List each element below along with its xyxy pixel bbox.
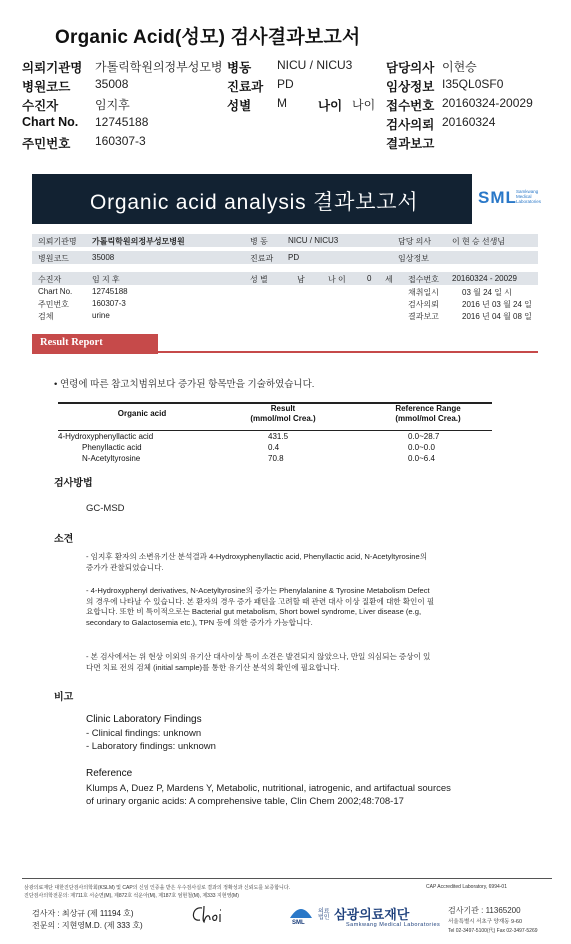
value-chart-no: 12745188 (95, 115, 149, 129)
label-hospital-code: 병원코드 (22, 80, 71, 94)
label-ward: 병동 (227, 61, 252, 75)
table-header-reference (378, 404, 478, 424)
contact-line: 서울특별시 서초구 양재동 9-60 (448, 919, 523, 925)
info-label: 검사의뢰 (408, 300, 439, 309)
info-label: 수진자 (38, 275, 62, 284)
info-row (32, 251, 538, 264)
footer-rule (22, 878, 552, 879)
summary-row (22, 115, 562, 132)
label-receipt-no: 접수번호 (386, 99, 435, 113)
info-value: urine (92, 311, 110, 320)
info-value: 2016 년 03 월 24 일 (462, 300, 532, 309)
cell-acid: 4-Hydroxyphenyllactic acid (58, 432, 154, 441)
label-request-date: 검사의뢰 (386, 118, 435, 132)
table-header-result-line2: (mmol/mol Crea.) (250, 414, 316, 423)
label-patient: 수진자 (22, 99, 59, 113)
info-label: 의뢰기관명 (38, 237, 77, 246)
clinic-findings-heading: Clinic Laboratory Findings (86, 714, 202, 725)
label-chart-no: Chart No. (22, 115, 79, 129)
value-hospital-code: 35008 (95, 77, 129, 91)
info-value: 160307-3 (92, 299, 126, 308)
info-value: PD (288, 253, 300, 262)
sml-logo (472, 174, 542, 224)
table-header-ref-line1: Reference Range (395, 404, 461, 413)
label-institution: 의뢰기관명 (22, 61, 83, 75)
summary-row (22, 58, 562, 75)
reference-text: Klumps A, Duez P, Mardens Y, Metabolic, nutritional, iatrogenic, and artifactual sources of urinary organic acids: A comprehensive table, Clin Chem 2002;48:708-17 (86, 783, 451, 807)
result-note: • 연령에 따른 참고치범위보다 증가된 항목만을 기술하였습니다. (54, 379, 315, 390)
opinion-paragraph: - 임지후 환자의 소변유기산 분석결과 4-Hydroxyphenyllactic acid, Phenyllactic acid, N-Acetyltyrosine의 증가가 관찰되었습니다. (86, 552, 428, 572)
label-sex: 성별 (227, 99, 252, 113)
footer-doctors: 진단검사의학전문의: 제711호 서순면(M), 제872호 석운아(M), 제187호 엄현철(M), 제333 지현영(M) (24, 893, 239, 899)
info-value: 이 현 승 선생님 (452, 237, 506, 246)
table-header-result-line1: Result (270, 404, 296, 413)
info-label: 병 동 (250, 237, 268, 246)
summary-row (22, 134, 562, 151)
label-dept: 진료과 (227, 80, 264, 94)
value-doctor: 이현승 (442, 60, 477, 74)
table-header-result (238, 404, 328, 424)
info-value: 0 (367, 274, 372, 283)
value-receipt-no: 20160324-20029 (442, 96, 533, 110)
cell-reference: 0.0~28.7 (408, 432, 440, 441)
report-banner (32, 174, 542, 224)
value-patient: 임지후 (95, 98, 130, 112)
summary-row (22, 96, 562, 113)
value-institution: 가톨릭학원의정부성모병 (95, 60, 223, 74)
value-ward: NICU / NICU3 (277, 58, 353, 72)
info-label: 담당 의사 (398, 237, 432, 246)
info-value: 세 (385, 275, 393, 284)
info-value: 12745188 (92, 287, 128, 296)
report-title: Organic acid analysis 결과보고서 (90, 191, 419, 214)
info-row (32, 272, 538, 285)
value-request-date: 20160324 (442, 115, 496, 129)
table-row (58, 454, 492, 465)
info-label: 접수번호 (408, 275, 439, 284)
clinic-finding-line: - Laboratory findings: unknown (86, 741, 216, 752)
info-value: 03 월 24 일 시 (462, 288, 512, 297)
value-sex: M (277, 96, 287, 110)
opinion-title: 소견 (54, 534, 74, 545)
label-report-date: 결과보고 (386, 137, 435, 151)
cell-result: 431.5 (268, 432, 289, 441)
info-label: 임상정보 (398, 254, 429, 263)
contact-line: 검사기관 : 11365200 (448, 906, 521, 915)
info-value: 20160324 - 20029 (452, 274, 517, 283)
info-label: Chart No. (38, 287, 73, 296)
opinion-paragraph: - 본 검사에서는 위 현상 이외의 유기산 대사이상 특이 소견은 발견되지 않았으나, 만일 의심되는 증상이 있다면 치료 전의 검체 (initial sample)를 통한 유기산 분석의 확인에 필요합니다. (86, 652, 431, 672)
method-value: GC-MSD (86, 503, 125, 514)
info-value: 남 (297, 275, 305, 284)
info-label: 진료과 (250, 254, 274, 263)
label-clinical-info: 임상정보 (386, 80, 435, 94)
info-label: 채취일시 (408, 288, 439, 297)
result-divider (158, 351, 538, 353)
info-label: 주민번호 (38, 300, 69, 309)
value-rrn: 160307-3 (95, 134, 146, 148)
info-label: 성 별 (250, 275, 268, 284)
info-row (32, 309, 538, 322)
result-report-tab: Result Report (32, 334, 158, 354)
info-value: NICU / NICU3 (288, 236, 339, 245)
table-header-acid: Organic acid (117, 409, 167, 418)
value-clinical-info: I35QL0SF0 (442, 77, 504, 91)
foundation-name-en: Samkwang Medical Laboratories (346, 922, 441, 928)
footer-cap: CAP Accredited Laboratory, 6994-01 (426, 884, 507, 890)
cell-result: 70.8 (268, 454, 284, 463)
info-row (32, 234, 538, 247)
cell-acid: N-Acetyltyrosine (82, 454, 141, 463)
value-dept: PD (277, 77, 294, 91)
signature-image (188, 902, 230, 933)
page-title: Organic Acid(성모) 검사결과보고서 (55, 27, 361, 48)
method-title: 검사방법 (54, 478, 93, 489)
summary-row (22, 77, 562, 94)
remark-title: 비고 (54, 692, 74, 703)
reference-heading: Reference (86, 768, 133, 779)
cell-reference: 0.0~0.0 (408, 443, 435, 452)
cell-result: 0.4 (268, 443, 280, 452)
signature-icon (188, 902, 230, 928)
foundation-prefix: 의료 법인 (318, 909, 330, 921)
info-value: 임 지 후 (92, 275, 120, 284)
foundation-emblem-icon (288, 904, 314, 926)
info-label: 결과보고 (408, 312, 439, 321)
report-paper (18, 168, 553, 936)
cell-acid: Phenyllactic acid (82, 443, 142, 452)
info-value: 35008 (92, 253, 115, 262)
info-label: 검체 (38, 312, 54, 321)
table-header-ref-line2: (mmol/mol Crea.) (395, 414, 461, 423)
logo-mark: SML (478, 188, 517, 207)
label-doctor: 담당의사 (386, 61, 435, 75)
contact-line: Tel 02-3497-5100(代) Fax 02-3497-5269 (448, 928, 538, 934)
info-value: 2016 년 04 월 08 일 (462, 312, 532, 321)
clinic-finding-line: - Clinical findings: unknown (86, 728, 202, 739)
info-label: 나 이 (328, 275, 346, 284)
tester-signature-line: 검사자 : 최상규 (제 11194 호) (32, 909, 134, 918)
info-value: 가톨릭학원의정부성모병원 (92, 237, 185, 246)
table-row (58, 443, 492, 454)
foundation-name: 삼광의료재단 (334, 907, 410, 922)
table-header-rule (58, 430, 492, 431)
logo-subtitle: Samkwang Medical Laboratories (516, 189, 542, 204)
table-row (58, 432, 492, 443)
cell-reference: 0.0~6.4 (408, 454, 435, 463)
footer-disclaimer: 삼광의료재단 대한진단검사의학회(KSLM) 및 CAP의 신임 인증을 받은 우수검사실로 결과의 정확성과 신뢰도를 보증합니다. (24, 885, 291, 891)
info-label: 병원코드 (38, 254, 69, 263)
value-age: 나이 (352, 98, 376, 112)
label-age: 나이 (318, 99, 343, 113)
label-rrn: 주민번호 (22, 137, 71, 151)
svg-text:SML: SML (292, 920, 305, 926)
opinion-paragraph: - 4-Hydroxyphenyl derivatives, N-Acetyltyrosine의 증가는 Phenylalanine & Tyrosine Metabolism Defect의 경우에 나타날 수 있습니다. 본 환자의 경우 증가 패턴을 고려할 때 관련 대사 이상 질환에 대한 확인이 필요합니다. 또한 비 특이적으로는 Bacterial gut metabolism, Short bowel syndrome, Liver disease (e.g, secondary to Galactosemia etc.), TPN 등에 의한 증가가 가능합니다. (86, 586, 435, 627)
specialist-signature-line: 전문의 : 지현영M.D. (제 333 호) (32, 921, 143, 930)
